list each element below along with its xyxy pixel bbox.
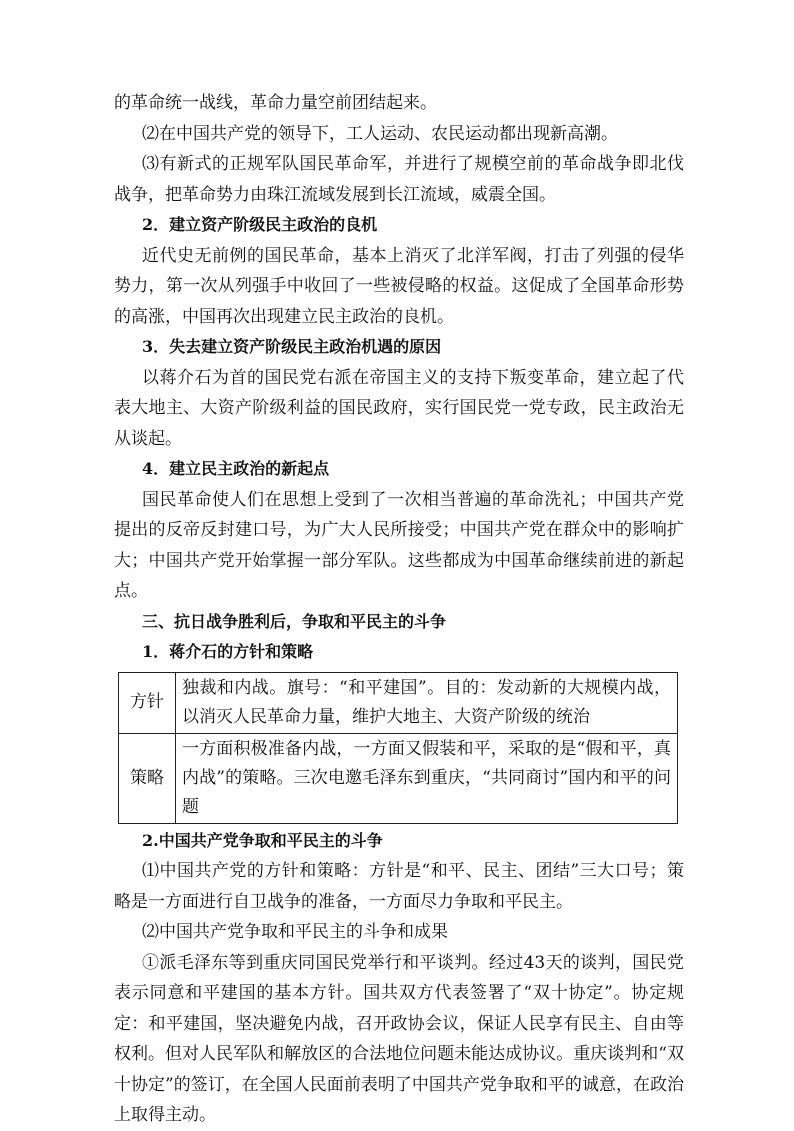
heading-democracy-opportunity: 2．建立资产阶级民主政治的良机 <box>142 215 378 234</box>
paragraph-cpc-policy: ⑴中国共产党的方针和策略：方针是“和平、民主、团结”三大口号；策略是一方面进行自卫战争的准备，一方面尽力争取和平民主。 <box>114 861 684 912</box>
paragraph-united-front-continuation: 的革命统一战线，革命力量空前团结起来。 <box>114 93 437 113</box>
paragraph-democracy-opportunity: 近代史无前例的国民革命，基本上消灭了北洋军阀，打击了列强的侵华势力，第一次从列强手中收回了一些被侵略的权益。这促成了全国革命形势的高涨，中国再次出现建立民主政治的良机。 <box>114 245 684 327</box>
heading-section-three: 三、抗日战争胜利后，争取和平民主的斗争 <box>142 611 447 631</box>
paragraph-chongqing-negotiation: ①派毛泽东等到重庆同国民党举行和平谈判。经过43天的谈判，国民党表示同意和平建国的基本方针。国共双方代表签署了“双十协定”。协定规定：和平建国，坚决避免内战，召开政协会议，保证人民享有民主、自由等权利。但对人民军队和解放区的合法地位问题未能达成协议。重庆谈判和“双十协定”的签订，在全国人民面前表明了中国共产党争取和平的诚意，在政治上取得主动。 <box>114 952 684 1125</box>
heading-chiang-policy: 1．蒋介石的方针和策略 <box>142 642 314 661</box>
table-row <box>119 733 678 823</box>
paragraph-cpc-struggle-results: ⑵中国共产党争取和平民主的斗争和成果 <box>142 922 448 942</box>
table-cell-label: 方针 <box>119 672 176 733</box>
table-row <box>119 672 678 733</box>
heading-cpc-struggle: 2.中国共产党争取和平民主的斗争 <box>142 830 383 850</box>
heading-lost-opportunity: 3．失去建立资产阶级民主政治机遇的原因 <box>142 337 442 356</box>
table-cell-content: 一方面积极准备内战，一方面又假装和平，采取的是“假和平，真内战”的策略。三次电邀毛泽东到重庆，“共同商讨”国内和平的问题 <box>176 733 678 823</box>
paragraph-lost-opportunity: 以蒋介石为首的国民党右派在帝国主义的支持下叛变革命，建立起了代表大地主、大资产阶级利益的国民政府，实行国民党一党专政，民主政治无从谈起。 <box>114 367 684 449</box>
table-cell-content: 独裁和内战。旗号：“和平建国”。目的：发动新的大规模内战，以消灭人民革命力量，维护大地主、大资产阶级的统治 <box>176 672 678 733</box>
heading-new-starting-point: 4．建立民主政治的新起点 <box>142 459 330 478</box>
document-page <box>114 88 684 1131</box>
policy-table <box>118 672 678 824</box>
table-cell-label: 策略 <box>119 733 176 823</box>
paragraph-national-revolutionary-army: ⑶有新式的正规军队国民革命军，并进行了规模空前的革命战争即北伐战争，把革命势力由珠江流域发展到长江流域，威震全国。 <box>114 154 684 205</box>
paragraph-workers-peasants-movement: ⑵在中国共产党的领导下，工人运动、农民运动都出现新高潮。 <box>142 123 618 144</box>
paragraph-new-starting-point: 国民革命使人们在思想上受到了一次相当普遍的革命洗礼；中国共产党提出的反帝反封建口号，为广大人民所接受；中国共产党在群众中的影响扩大；中国共产党开始掌握一部分军队。这些都成为中国革命继续前进的新起点。 <box>114 489 684 601</box>
